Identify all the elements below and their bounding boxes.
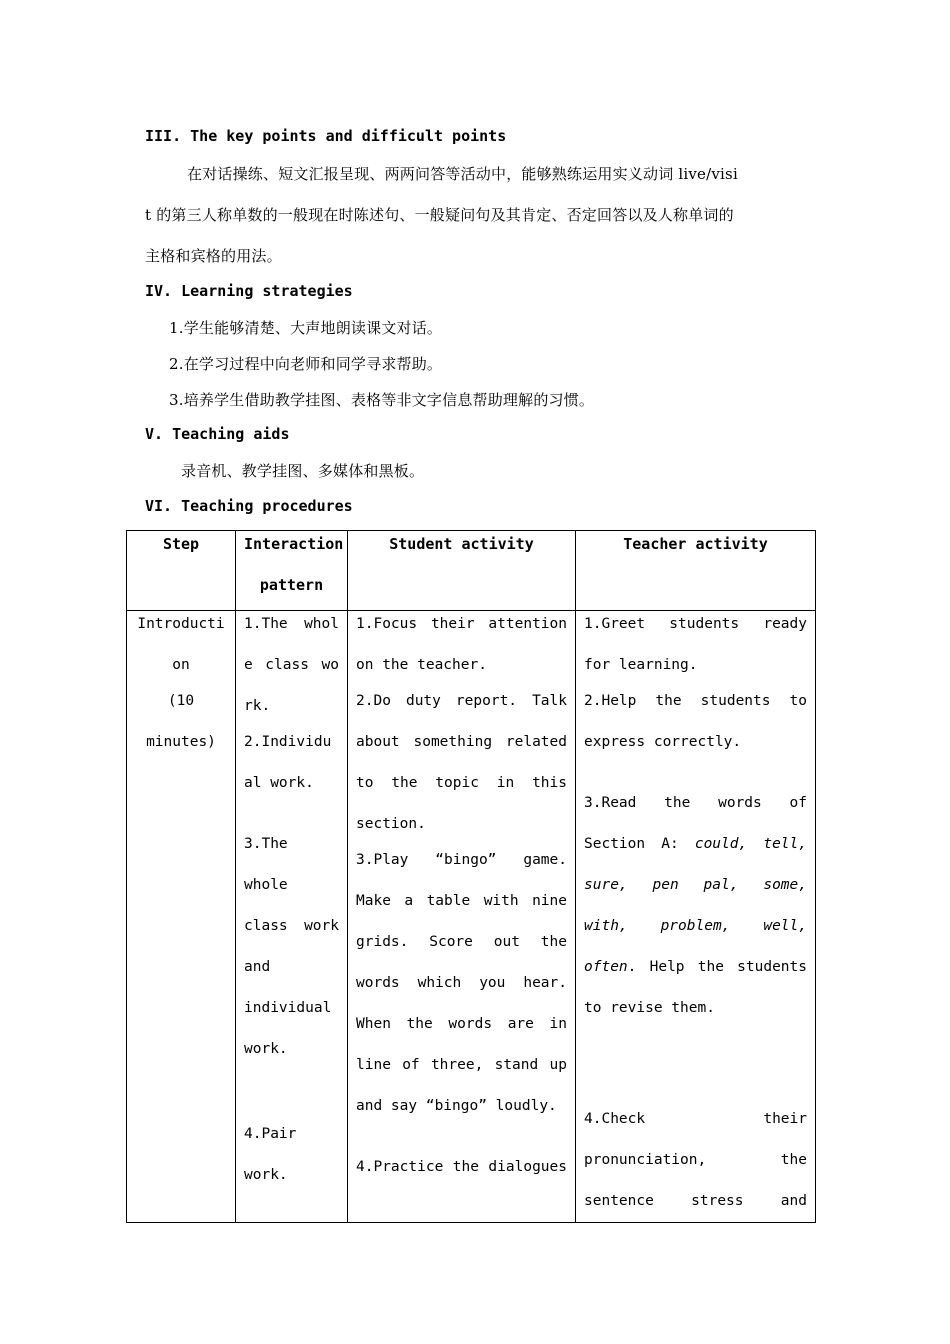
section-heading-teaching-aids: V. Teaching aids [145,425,290,443]
key-points-text-line-2: t 的第三人称单数的一般现在时陈述句、一般疑问句及其肯定、否定回答以及人称单词的 [145,206,734,224]
table-row [127,611,816,1223]
teacher-activity-item: 2.Help the students to express correctly. [584,693,807,750]
header-student-activity: Student activity [348,531,576,611]
student-activity-item: 2.Do duty report. Talk about something related to the topic in this section. [356,693,567,832]
teaching-procedures-table [126,530,816,1223]
section-heading-learning-strategies: IV. Learning strategies [145,282,353,300]
student-activity-item: 3.Play “bingo” game. Make a table with nine grids. Score out the words which you hear. When the words are in line of three, stand up and say “bingo” loudly. [356,852,567,1114]
header-teacher-activity: Teacher activity [576,531,816,611]
student-activity-item: 1.Focus their attention on the teacher. [356,616,567,673]
interaction-item: 4.Pair work. [244,1126,297,1183]
header-interaction-pattern: Interaction pattern [236,531,348,611]
interaction-item: 2.Individual work. [244,734,332,791]
strategy-item: 3.培养学生借助教学挂图、表格等非文字信息帮助理解的习惯。 [169,391,595,409]
interaction-item: 1.The whole class work. [244,616,339,714]
interaction-item: 3.The whole class work and individual work. [244,836,339,1057]
teacher-activity-item: 4.Check their pronunciation, the sentence stress and [584,1111,807,1209]
cell-interaction [236,611,348,1223]
strategy-item: 2.在学习过程中向老师和同学寻求帮助。 [169,355,443,373]
step-duration: (10 minutes) [146,693,216,750]
section-heading-key-points: III. The key points and difficult points [145,127,507,145]
key-points-text-line-1: 在对话操练、短文汇报呈现、两两问答等活动中，能够熟练运用实义动词 live/visi [187,165,738,183]
header-step: Step [127,531,236,611]
table-header-row [127,531,816,611]
key-points-text-line-3: 主格和宾格的用法。 [145,247,282,265]
student-activity-item: 4.Practice the dialogues [356,1159,567,1175]
vocabulary-words: could, tell, sure, pen pal, some, with, problem, well, often [584,836,808,975]
step-label: Introducti on [137,616,225,673]
cell-teacher-activity [576,611,816,1223]
section-heading-teaching-procedures: VI. Teaching procedures [145,497,353,515]
teaching-aids-text: 录音机、教学挂图、多媒体和黑板。 [181,462,425,480]
cell-student-activity [348,611,576,1223]
cell-step [127,611,236,1223]
teacher-activity-item: 1.Greet students ready for learning. [584,616,807,673]
strategy-item: 1.学生能够清楚、大声地朗读课文对话。 [169,319,443,337]
teacher-activity-item: 3.Read the words of Section A: could, tell, sure, pen pal, some, with, problem, well, often. Help the students to revise them. [584,795,808,1016]
